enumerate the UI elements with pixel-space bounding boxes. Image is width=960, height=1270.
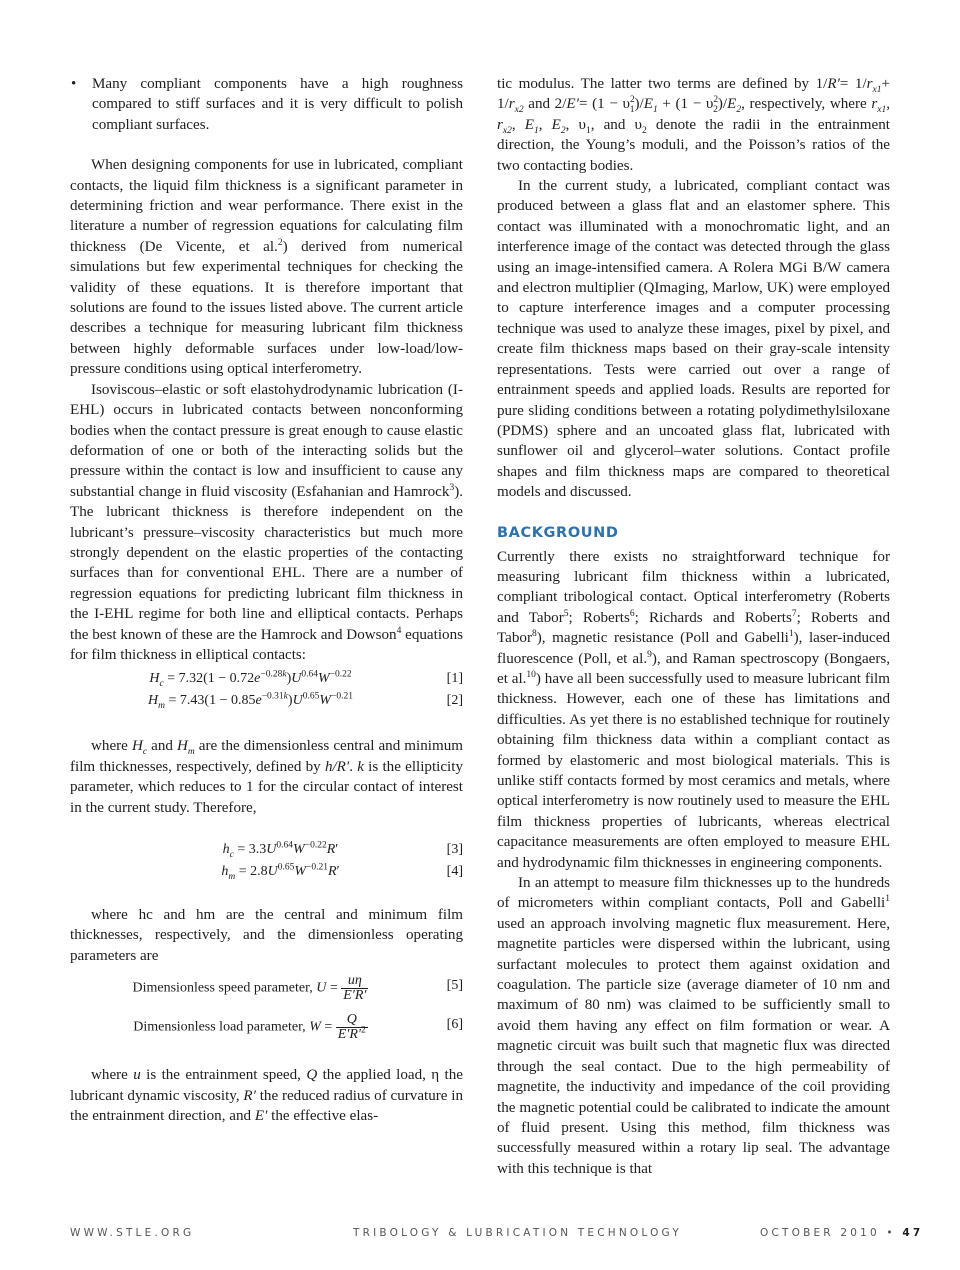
ref-1: 1 xyxy=(788,629,794,640)
equation-5: Dimensionless speed parameter, U = $\frac{u\eta}{E'R'}$ [5] xyxy=(132,973,463,1004)
equation-group-5-6 xyxy=(70,970,463,1047)
ref-6: 6 xyxy=(629,608,635,619)
equation-number: [6] xyxy=(446,1017,463,1033)
ref-3: 3 xyxy=(449,482,455,493)
equation-1: $H_c = 7.32(1 - 0.72e^{-0.28k})U^{0.64}W^{-0.22}$ [1] xyxy=(149,669,463,690)
right-column xyxy=(497,74,890,1179)
bullet-dot: • xyxy=(71,76,77,92)
ref-1b: 1 xyxy=(885,894,890,905)
paragraph-background: Currently there exists no straightforward technique for measuring lubricant film thickness within a lubricated, compliant tribological contact. Optical interferometry (Roberts and Tabor$^5$; Roberts$^6$; Richards and Roberts$^7$; Roberts and Tabor$^8$), magnetic resistance (Poll and Gabelli$^1$), laser-induced fluorescence (Poll, et al.$^9$), and Raman spectroscopy (Bongaers, et al.$^{10}$) have all been successfully used to measure lubricant film thickness. However, each one of these has limitations and difficulties. As yet there is no established technique for routinely obtaining film thickness data within a compliant contact as formed by elastomeric and most biological materials. This is unlike stiff contacts formed by most ceramics and metals, where optical interferometry is now routinely used to measure the EHL film thickness properties of lubricants, whereas electrical capacitance measurements are often employed to measure EHL and hydrodynamic film thicknesses in engineering components. xyxy=(497,548,891,871)
equation-number: [1] xyxy=(446,671,463,687)
ref-7: 7 xyxy=(791,608,797,619)
section-heading-background: BACKGROUND xyxy=(497,524,619,541)
footer-issue-page xyxy=(760,1227,923,1239)
paragraph-operating: where hc and hm are the central and minimum film thicknesses, respectively, and the dimensionless operating parameters are xyxy=(70,907,463,964)
paragraph-magnetic: In an attempt to measure film thicknesses up to the hundreds of micrometers within compliant contacts, Poll and Gabelli$^1$ used an approach involving magnetic flux measurement. Here, magnetite particles were dispersed within the lubricant, using surfactant molecules to protect them against oxidation and coagulation. The particle size (average diameter of 10 nm and maximum of 80 nm) was claimed to be sufficiently small to avoid them having any effect on film formation or wear. A magnetic circuit was built such that magnetic flux was directed through the seal contact. Due to the high permeability of magnetite, the inductivity and impedance of the coil providing the magnetic potential could be calibrated to indicate the amount of fluid present. Using this method, film thickness was successfully measured within a rotary lip seal. The advantage with this technique is that xyxy=(497,875,890,1177)
ref-5: 5 xyxy=(563,608,569,619)
paragraph-symbols: where u is the entrainment speed, Q the applied load, η the lubricant dynamic viscosity, R′ the reduced radius of curvature in the entrainment direction, and E′ the effective elas- xyxy=(70,1067,464,1125)
paragraph-current-study: In the current study, a lubricated, compliant contact was produced between a glass flat and an elastomer sphere. This contact was illuminated with a monochromatic light, and an interference image of the contact was detected through the glass using an image-intensified camera. A Rolera MGi B/W camera and electron multiplier (QImaging, Marlow, UK) were employed to capture interference images and a computer processing technique was used to analyze these images, pixel by pixel, and create film thickness maps based on their gray-scale intensity representations. Tests were carried out over a range of entrainment speeds and applied loads. Results are reported for pure sliding conditions between a rotating polydimethylsiloxane (PDMS) sphere and an uncoated glass flat, lubricated with sunflower oil and glycerol–water solutions. Contact profile shapes and film thickness maps are compared to theoretical models and discussed. xyxy=(497,178,890,501)
footer-publication: TRIBOLOGY & LUBRICATION TECHNOLOGY xyxy=(353,1227,682,1239)
equation-2: $H_m = 7.43(1 - 0.85e^{-0.31k})U^{0.65}W^{-0.21}$ [2] xyxy=(148,691,463,712)
paragraph-modulus: tic modulus. The latter two terms are defined by $1/R'= 1/r_{x1}+ 1/r_{x2}$ and $2/E'= (1 - \upsilon^2_1)/E_1 + (1 - \upsilon^2_2)/E_2$, respectively, where $r_{x1}$, $r_{x2}$, $E_1$, $E_2$, $\upsilon_1$, and $\upsilon_2$ denote the radii in the entrainment direction, the Young’s moduli, and the Poisson’s ratios of the two contacting bodies. xyxy=(497,76,890,174)
paragraph-iehl: Isoviscous–elastic or soft elastohydrodynamic lubrication (I-EHL) occurs in lubricated contacts between nonconforming bodies when the contact pressure is great enough to cause elastic deformation of one or both of the interacting solids but the pressure within the contact is low and insufficient to cause any substantial change in fluid viscosity (Esfahanian and Hamrock$^3$). The lubricant thickness is therefore independent on the lubricant’s pressure–viscosity characteristics but much more strongly dependent on the elastic properties of the contacting surfaces than for conventional EHL. There are a number of regression equations for predicting lubricant film thickness in the I-EHL regime for both line and elliptical contacts. Perhaps the best known of these are the Hamrock and Dowson$^4$ equations for film thickness in elliptical contacts: xyxy=(70,381,463,663)
equation-3: $h_c = 3.3U^{0.64}W^{-0.22}R'$ [3] xyxy=(222,840,463,860)
equation-number: [4] xyxy=(446,864,463,879)
ref-8: 8 xyxy=(532,629,537,640)
footer-issue: OCTOBER 2010 xyxy=(760,1227,880,1239)
equation-number: [2] xyxy=(446,693,463,709)
equation-number: [3] xyxy=(446,842,463,857)
equation-number: [5] xyxy=(446,978,463,994)
left-column xyxy=(70,74,463,1126)
paragraph-dimensionless: where $H_c$ and $H_m$ are the dimensionless central and minimum film thicknesses, respectively, defined by h/R′. k is the ellipticity parameter, which reduces to 1 for the circular contact of interest in the current study. Therefore, xyxy=(70,738,464,816)
equation-group-1-2 xyxy=(70,669,463,712)
ref-2: 2 xyxy=(277,237,283,248)
page-number: 47 xyxy=(902,1227,924,1239)
footer-separator: • xyxy=(886,1227,896,1239)
ref-9: 9 xyxy=(647,649,652,660)
footer-website: WWW.STLE.ORG xyxy=(70,1227,195,1239)
equation-6: Dimensionless load parameter, W = $\frac{Q}{E'R'^2}$ [6] xyxy=(133,1012,463,1043)
ref-4: 4 xyxy=(396,625,402,636)
ref-10: 10 xyxy=(526,669,536,680)
bullet-item xyxy=(70,74,463,135)
equation-4: $h_m = 2.8U^{0.65}W^{-0.21}R'$ [4] xyxy=(221,862,463,882)
paragraph-design: When designing components for use in lubricated, compliant contacts, the liquid film thickness is a significant parameter in determining friction and wear performance. There exist in the literature a number of regression equations for calculating film thickness (De Vicente, et al.$^2$) derived from numerical simulations but few experimental techniques for checking the validity of these equations. It is therefore important that solutions are found to the issues listed above. The current article describes a technique for measuring lubricant film thickness between highly deformable surfaces under low-load/low-pressure conditions using optical interferometry. xyxy=(70,157,463,378)
equation-group-3-4 xyxy=(70,840,463,883)
bullet-text: Many compliant components have a high roughness compared to stiff surfaces and it is very difficult to polish compliant surfaces. xyxy=(92,76,463,133)
